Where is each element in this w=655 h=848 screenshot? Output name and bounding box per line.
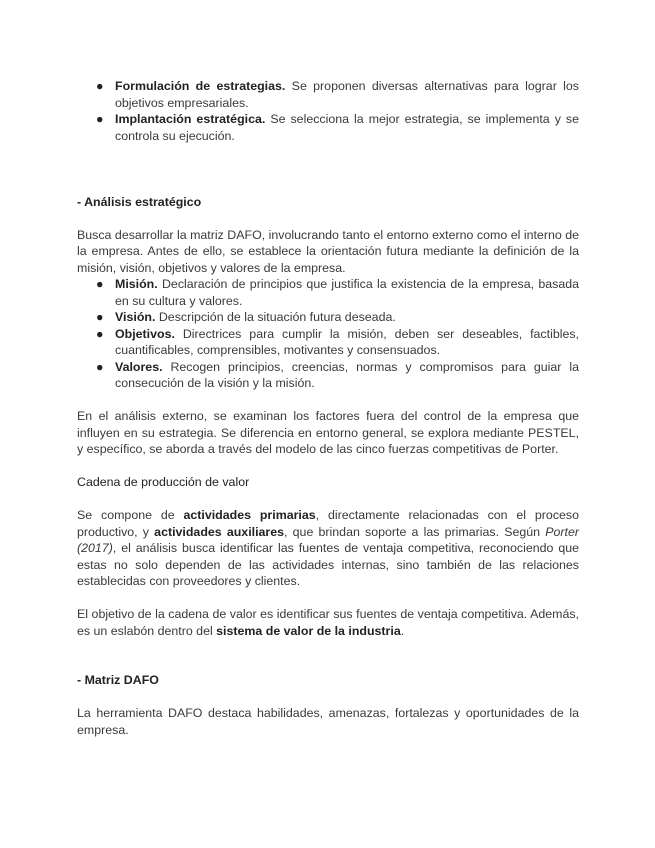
text-run: .: [400, 623, 405, 638]
list-item-text: Descripción de la situación futura deseada.: [155, 310, 396, 324]
text-run: El objetivo de la cadena de valor es identificar sus fuentes de ventaja competitiva. Además, es un eslabón dentro del: [77, 607, 579, 638]
list-item-text: Se selecciona la mejor estrategia, se implementa y se controla su ejecución.: [115, 112, 579, 143]
text-run: Se compone de: [77, 508, 184, 522]
section-heading-dafo: - Matriz DAFO: [77, 673, 159, 687]
list-item: [77, 276, 579, 309]
list-item-text: Declaración de principios que justifica la existencia de la empresa, basada en su cultura y valores.: [115, 277, 579, 308]
list-item-term: Implantación estratégica.: [115, 112, 266, 126]
list-item: [77, 78, 579, 111]
spacer: [77, 210, 579, 227]
text-run: , el análisis busca identificar las fuentes de ventaja competitiva, reconociendo que estas no solo dependen de las actividades internas, sino también de las relaciones establecidas con proveedores y clientes.: [77, 541, 579, 588]
list-item-term: Objetivos.: [115, 326, 175, 341]
spacer: [77, 392, 579, 409]
section-heading-cadena: Cadena de producción de valor: [77, 475, 250, 489]
cadena-paragraph-2: [77, 606, 579, 639]
spacer: [77, 639, 579, 672]
list-item-text: Directrices para cumplir la misión, deben ser deseables, factibles, cuantificables, comprensibles, motivantes y consensuados.: [115, 326, 579, 357]
list-item: [77, 326, 579, 359]
bold-term: sistema de valor de la industria: [216, 623, 401, 638]
list-item-text: Recogen principios, creencias, normas y compromisos para guiar la consecución de la visión y la misión.: [115, 359, 579, 390]
citation: Porter (2017): [77, 524, 579, 555]
cadena-paragraph-1: [77, 507, 579, 590]
analisis-intro: Busca desarrollar la matriz DAFO, involucrando tanto el entorno externo como el interno de la empresa. Antes de ello, se establece la orientación futura mediante la definición de la misión, visión, objetivos y valores de la empresa.: [77, 227, 579, 275]
bullet-icon: ●: [96, 310, 104, 324]
section-heading-analisis: - Análisis estratégico: [77, 194, 202, 209]
list-item: [77, 111, 579, 144]
bullet-icon: ●: [96, 277, 104, 291]
list-item: [77, 309, 579, 326]
list-item-term: Valores.: [115, 359, 163, 374]
spacer: [77, 144, 579, 177]
list-item-text: Se proponen diversas alternativas para lograr los objetivos empresariales.: [115, 79, 579, 110]
list-item: [77, 359, 579, 392]
text-run: , que brindan soporte a las primarias. Según: [284, 524, 546, 539]
strategy-list: [77, 78, 579, 144]
bullet-icon: ●: [96, 112, 104, 126]
spacer: [77, 458, 579, 475]
spacer: [77, 689, 579, 706]
spacer: [77, 491, 579, 508]
spacer: [77, 177, 579, 194]
list-item-term: Misión.: [115, 277, 158, 291]
bold-term: actividades primarias: [183, 508, 316, 522]
bold-term: actividades auxiliares: [154, 524, 285, 539]
bullet-icon: ●: [96, 359, 104, 374]
document-page: [77, 78, 579, 738]
analisis-list: [77, 276, 579, 392]
spacer: [77, 590, 579, 607]
list-item-term: Formulación de estrategias.: [115, 79, 286, 93]
bullet-icon: ●: [96, 79, 104, 93]
text-run: , directamente relacionadas con el proceso productivo, y: [77, 508, 579, 539]
list-item-term: Visión.: [115, 310, 156, 324]
bullet-icon: ●: [96, 326, 104, 341]
analisis-externo: En el análisis externo, se examinan los factores fuera del control de la empresa que influyen en su estrategia. Se diferencia en entorno general, se explora mediante PESTEL, y específico, se aborda a través del modelo de las cinco fuerzas competitivas de Porter.: [77, 409, 579, 456]
dafo-text: La herramienta DAFO destaca habilidades, amenazas, fortalezas y oportunidades de la empresa.: [77, 706, 579, 737]
